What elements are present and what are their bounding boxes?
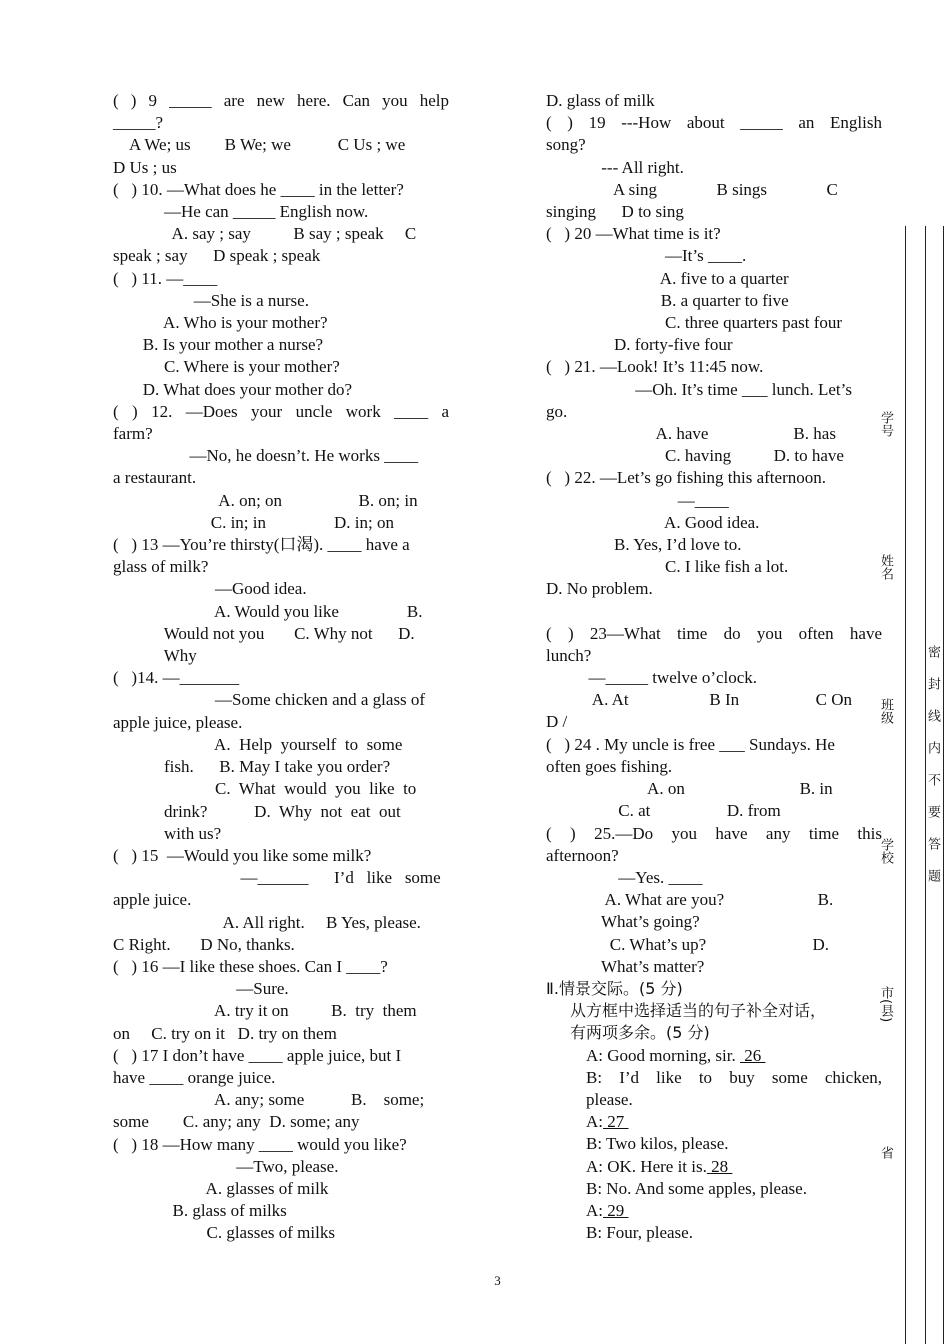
question-line: A. What are you? B.: [546, 890, 834, 910]
question-line: A. Would you like B.: [113, 601, 423, 621]
question-line: ( ) 19 ---How about _____ an English: [546, 113, 882, 133]
question-line: A. say ; say B say ; speak C: [113, 224, 417, 244]
question-line: on C. try on it D. try on them: [113, 1023, 337, 1043]
question-line: D /: [546, 712, 568, 732]
blank-line: [546, 601, 882, 623]
question-line: farm?: [113, 424, 153, 444]
question-line: —_____ twelve o’clock.: [546, 668, 758, 688]
question-line: ( ) 17 I don’t have ____ apple juice, but I: [113, 1045, 402, 1065]
section2-instruction: [570, 1000, 882, 1044]
question-line: A. have B. has: [546, 424, 836, 444]
question-line: C. in; in D. in; on: [113, 512, 394, 532]
question-line: —Some chicken and a glass of: [113, 690, 426, 710]
question-line: apple juice.: [113, 890, 192, 910]
question-line: drink? D. Why not eat out: [113, 801, 401, 821]
question-line: ( ) 21. —Look! It’s 11:45 now.: [546, 357, 764, 377]
right-column: [546, 90, 882, 1244]
label-class: 班级: [878, 698, 893, 724]
question-line: ( ) 22. —Let’s go fishing this afternoon.: [546, 468, 826, 488]
question-line: ( ) 11. —____: [113, 268, 218, 288]
label-province: 省: [878, 1146, 893, 1159]
binding-line-outer: [943, 226, 944, 1344]
question-line: ( ) 23—What time do you often have: [546, 623, 882, 643]
dialogue-line: [586, 1178, 882, 1200]
question-line: C. at D. from: [546, 801, 781, 821]
question-line: B. a quarter to five: [546, 290, 789, 310]
question-line: C. three quarters past four: [546, 313, 843, 333]
question-line: D. No problem.: [546, 579, 653, 599]
question-line: B. Yes, I’d love to.: [546, 535, 742, 555]
question-line: A. glasses of milk: [113, 1178, 329, 1198]
question-line: speak ; say D speak ; speak: [113, 246, 321, 266]
question-line: ( ) 16 —I like these shoes. Can I ____?: [113, 956, 388, 976]
question-line: D. glass of milk: [546, 91, 655, 110]
question-line: ( ) 18 —How many ____ would you like?: [113, 1134, 407, 1154]
question-line: with us?: [113, 823, 222, 843]
question-line: often goes fishing.: [546, 756, 673, 776]
dialogue-text: B: Two kilos, please.: [586, 1134, 729, 1154]
question-line: ( )14. —_______: [113, 668, 240, 688]
question-line: C. glasses of milks: [113, 1223, 335, 1243]
question-line: ( ) 10. —What does he ____ in the letter?: [113, 179, 404, 199]
dialogue-text: B: I’d like to buy some chicken,: [586, 1067, 882, 1087]
question-line: C. Where is your mother?: [113, 357, 340, 377]
question-line: B. glass of milks: [113, 1201, 287, 1221]
dialogue-line: [586, 1045, 882, 1067]
question-line: apple juice, please.: [113, 712, 243, 732]
question-line: What’s matter?: [546, 956, 705, 976]
question-line: a restaurant.: [113, 468, 197, 488]
question-line: —He can _____ English now.: [113, 202, 369, 222]
question-line: D. What does your mother do?: [113, 379, 353, 399]
question-line: ( ) 12. —Does your uncle work ____ a: [113, 401, 449, 421]
question-line: ( ) 20 —What time is it?: [546, 224, 721, 244]
question-line: —Good idea.: [113, 579, 307, 599]
question-line: A. on B. in: [546, 779, 833, 799]
dialogue-text: A: Good morning, sir.: [586, 1045, 740, 1065]
question-line: What’s going?: [546, 912, 700, 932]
question-line: —It’s ____.: [546, 246, 747, 266]
question-line: —____: [546, 490, 729, 510]
question-line: A. Good idea.: [546, 512, 760, 532]
question-line: C. I like fish a lot.: [546, 557, 789, 577]
dialogue-line: [586, 1067, 882, 1089]
dialogue-line: [586, 1156, 882, 1178]
question-line: —She is a nurse.: [113, 290, 309, 310]
dialogue-text: A:: [586, 1112, 603, 1132]
question-line: have ____ orange juice.: [113, 1067, 276, 1087]
question-line: ( ) 9 _____ are new here. Can you help: [113, 91, 449, 110]
question-line: ( ) 15 —Would you like some milk?: [113, 845, 372, 865]
question-line: A We; us B We; we C Us ; we: [113, 135, 406, 155]
question-line: —Yes. ____: [546, 867, 703, 887]
section2-heading: Ⅱ.情景交际。(5 分): [546, 978, 683, 998]
binding-line-inner: [905, 226, 906, 1344]
question-line: ( ) 25.—Do you have any time this: [546, 823, 882, 843]
question-line: glass of milk?: [113, 557, 209, 577]
question-line: C. What would you like to: [113, 779, 417, 799]
question-line: A. Who is your mother?: [113, 313, 328, 333]
question-line: C Right. D No, thanks.: [113, 934, 295, 954]
question-line: lunch?: [546, 645, 592, 665]
question-line: —______ I’d like some: [113, 868, 441, 888]
page-number: 3: [494, 1273, 501, 1288]
label-student-id: 学号: [878, 411, 893, 437]
question-line: —No, he doesn’t. He works ____: [113, 446, 419, 466]
seal-line-warning: 密封线内不要答题: [925, 645, 940, 901]
dialogue-line: [586, 1222, 882, 1244]
question-line: B. Is your mother a nurse?: [113, 335, 324, 355]
question-line: C. having D. to have: [546, 446, 844, 466]
left-column: [113, 90, 449, 1245]
question-line: song?: [546, 135, 586, 155]
dialogue-text: A:: [586, 1200, 603, 1220]
question-line: Why: [113, 646, 197, 666]
question-line: A. All right. B Yes, please.: [113, 912, 421, 932]
answer-blank: 26: [739, 1045, 766, 1065]
question-line: go.: [546, 401, 568, 421]
question-line: _____?: [113, 113, 164, 133]
question-line: A. on; on B. on; in: [113, 490, 418, 510]
question-line: —Oh. It’s time ___ lunch. Let’s: [546, 379, 852, 399]
question-line: A. Help yourself to some: [113, 734, 403, 754]
question-line: A sing B sings C: [546, 179, 838, 199]
dialogue-line: [586, 1111, 882, 1133]
question-line: Would not you C. Why not D.: [113, 623, 415, 643]
question-line: some C. any; any D. some; any: [113, 1112, 360, 1132]
dialogue-text: please.: [586, 1089, 633, 1109]
question-line: C. What’s up? D.: [546, 934, 830, 954]
answer-blank: 28: [706, 1156, 733, 1176]
instruction-line: 有两项多余。(5 分): [570, 1023, 710, 1043]
instruction-line: 从方框中选择适当的句子补全对话，: [570, 1001, 827, 1021]
label-name: 姓名: [878, 554, 893, 580]
dialogue-line: [586, 1200, 882, 1222]
label-school: 学校: [878, 838, 893, 864]
question-line: ( ) 24 . My uncle is free ___ Sundays. He: [546, 734, 835, 754]
question-line: A. try it on B. try them: [113, 1001, 417, 1021]
dialogue-line: [586, 1133, 882, 1155]
question-line: A. five to a quarter: [546, 268, 789, 288]
question-line: D. forty-five four: [546, 335, 733, 355]
question-line: D Us ; us: [113, 157, 177, 177]
question-line: A. At B In C On: [546, 690, 853, 710]
question-line: singing D to sing: [546, 202, 684, 222]
question-line: --- All right.: [546, 157, 684, 177]
dialogue-line: [586, 1089, 882, 1111]
question-line: ( ) 13 —You’re thirsty(口渴). ____ have a: [113, 535, 410, 555]
answer-blank: 29: [603, 1200, 629, 1220]
question-line: A. any; some B. some;: [113, 1090, 425, 1110]
dialogue-text: A: OK. Here it is.: [586, 1156, 707, 1176]
label-city: 市(县): [878, 986, 893, 1023]
question-line: —Sure.: [113, 979, 289, 999]
question-line: fish. B. May I take you order?: [113, 757, 391, 777]
question-line: —Two, please.: [113, 1156, 339, 1176]
dialogue-text: B: Four, please.: [586, 1223, 693, 1243]
question-line: afternoon?: [546, 845, 619, 865]
dialogue-text: B: No. And some apples, please.: [586, 1178, 807, 1198]
answer-blank: 27: [603, 1112, 629, 1132]
